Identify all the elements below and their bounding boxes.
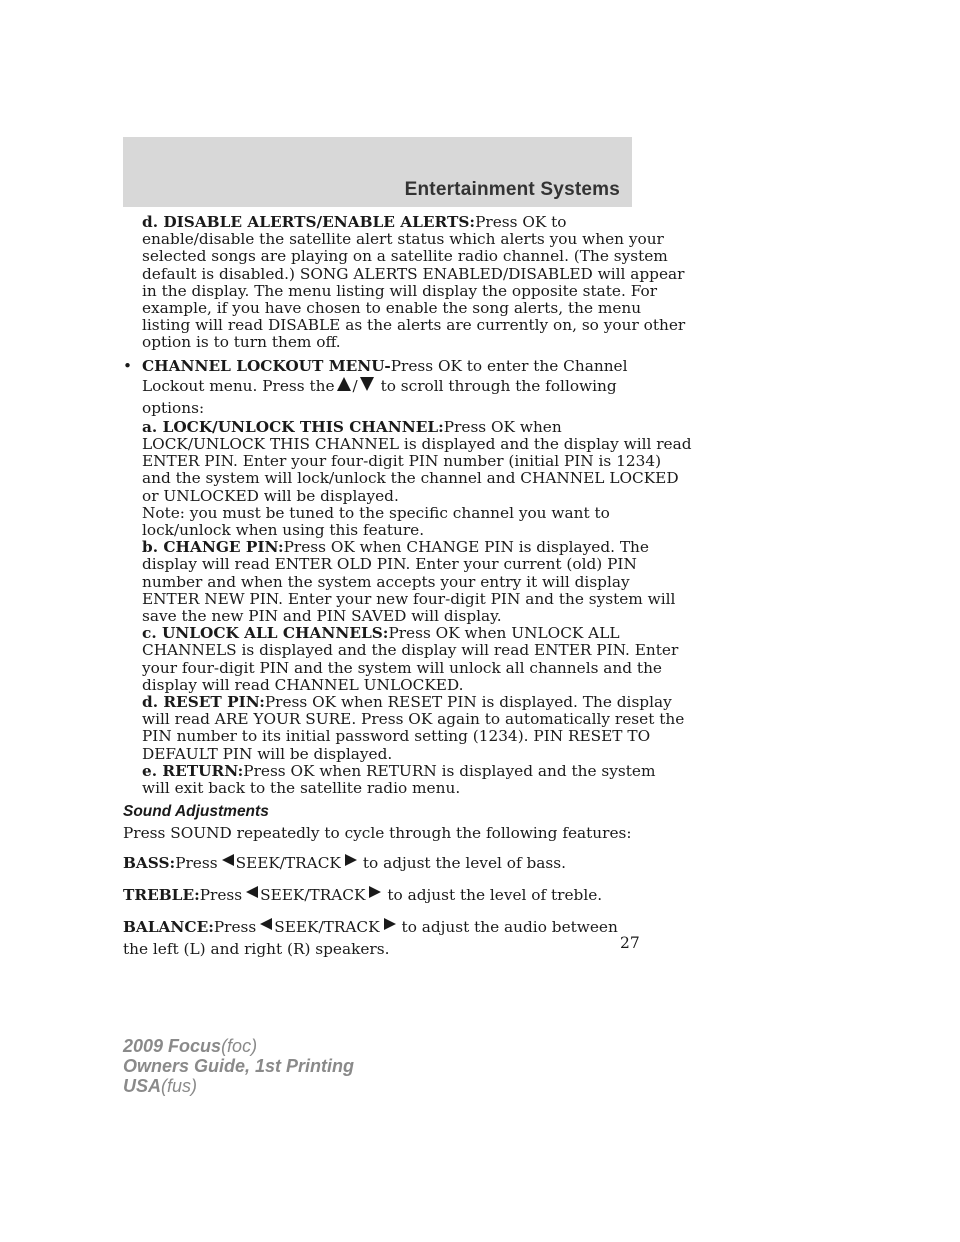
bullet-marker: • — [123, 356, 133, 375]
alerts-label: d. DISABLE ALERTS/ENABLE ALERTS: — [142, 213, 476, 231]
section-header-band — [123, 137, 632, 207]
right-arrow-icon — [345, 854, 357, 866]
change-pin-label: b. CHANGE PIN: — [142, 538, 284, 557]
up-arrow-icon — [337, 377, 351, 391]
bass-row: BASS:Press SEEK/TRACK to adjust the level of bass. — [123, 853, 566, 872]
document-footer: 2009 Focus(foc) Owners Guide, 1st Printing USA(fus) — [123, 1036, 355, 1096]
down-arrow-icon — [360, 377, 374, 391]
sound-intro: Press SOUND repeatedly to cycle through the following features: — [123, 823, 632, 842]
reset-pin-label: d. RESET PIN: — [142, 693, 265, 712]
balance-row-continued: the left (L) and right (R) speakers. — [123, 939, 390, 958]
balance-row: BALANCE:Press SEEK/TRACK to adjust the audio between — [123, 917, 618, 936]
lock-channel-label: a. LOCK/UNLOCK THIS CHANNEL: — [142, 417, 444, 436]
channel-lockout-label: CHANNEL LOCKOUT MENU- — [142, 356, 391, 375]
page-content — [123, 213, 692, 960]
right-arrow-icon — [384, 918, 396, 930]
channel-lockout-item: • CHANNEL LOCKOUT MENU-Press OK to enter the Channel Lockout menu. Press the / to scroll through the following options: a. LOCK/UNLOCK THIS CHANNEL:Press OK when LOCK/UNLOCK THIS CHANNEL is displayed and the display will read ENTER PIN. Enter your four-digit PIN number (initial PIN is 1234) and the system will lock/unlock the channel and CHANNEL LOCKED or UNLOCKED will be displayed. Note: you must be tuned to the specific channel you want to lock/unlock when using this feature. b. CHANGE PIN:Press OK when CHANGE PIN is displayed. The display will read ENTER OLD PIN. Enter your current (old) PIN number and when the system accepts your entry it will display ENTER NEW PIN. Enter your new four-digit PIN and the system will save the new PIN and PIN SAVED will display. c. UNLOCK ALL CHANNELS:Press OK when UNLOCK ALL CHANNELS is displayed and the display will read ENTER PIN. Enter your four-digit PIN and the system will unlock all channels and the display will read CHANNEL UNLOCKED. d. RESET PIN:Press OK when RESET PIN is displayed. The display will read ARE YOUR SURE. Press OK again to automatically reset the PIN number to its initial password setting (1234). PIN RESET TO DEFAULT PIN will be displayed. e. RETURN:Press OK when RETURN is displayed and the system will exit back to the satellite radio menu. — [123, 356, 692, 798]
page-number: 27 — [620, 934, 640, 952]
section-title: Entertainment Systems — [404, 179, 620, 200]
left-arrow-icon — [222, 854, 234, 866]
left-arrow-icon — [260, 918, 272, 930]
treble-row: TREBLE:Press SEEK/TRACK to adjust the level of treble. — [123, 885, 603, 904]
sound-adjustments-heading: Sound Adjustments — [123, 803, 269, 821]
unlock-all-label: c. UNLOCK ALL CHANNELS: — [142, 624, 389, 643]
alerts-paragraph: d. DISABLE ALERTS/ENABLE ALERTS:Press OK to enable/disable the satellite alert status which alerts you when your selected songs are playing on a satellite radio channel. (The system default is disabled.) SONG ALERTS ENABLED/DISABLED will appear in the display. The menu listing will display the opposite state. For example, if you have chosen to enable the song alerts, the menu listing will read DISABLE as the alerts are currently on, so your other option is to turn them off. — [142, 213, 686, 352]
return-label: e. RETURN: — [142, 761, 244, 780]
right-arrow-icon — [369, 886, 381, 898]
left-arrow-icon — [246, 886, 258, 898]
